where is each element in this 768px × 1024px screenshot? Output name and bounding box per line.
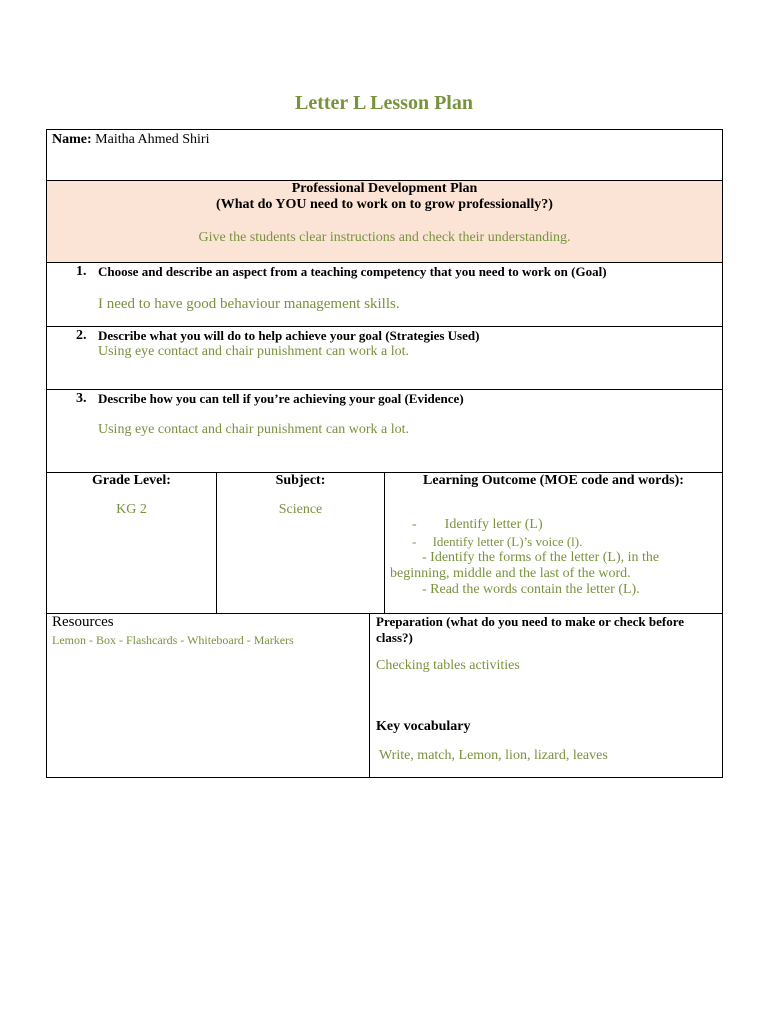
subject-label: Subject: — [275, 473, 326, 488]
strategies-answer: Using eye contact and chair punishment can work a lot. — [98, 344, 410, 359]
goal-answer: I need to have good behaviour management skills. — [98, 296, 400, 312]
outcome-item: - Read the words contain the letter (L). — [422, 582, 640, 597]
name-value: Maitha Ahmed Shiri — [95, 132, 210, 147]
name-row — [46, 129, 723, 181]
learning-outcome-cell — [384, 472, 723, 614]
goal-number: 1. — [76, 264, 87, 279]
strategies-question: Describe what you will do to help achieve your goal (Strategies Used) — [98, 328, 480, 343]
name-label: Name: — [52, 132, 92, 147]
evidence-question: Describe how you can tell if you’re achieving your goal (Evidence) — [98, 391, 464, 406]
grade-level-value: KG 2 — [116, 502, 147, 517]
preparation-label-line2: class?) — [376, 630, 413, 645]
goal-row — [46, 262, 723, 327]
preparation-value: Checking tables activities — [376, 658, 520, 673]
key-vocabulary-label: Key vocabulary — [376, 719, 471, 734]
resources-label: Resources — [52, 614, 114, 630]
outcome-item: - Identify letter (L)’s voice (l). — [412, 534, 583, 549]
outcome-item: - Identify letter (L) — [412, 517, 543, 532]
evidence-number: 3. — [76, 391, 87, 406]
pdp-subheading: (What do YOU need to work on to grow professionally?) — [216, 197, 553, 212]
document-title: Letter L Lesson Plan — [295, 92, 473, 114]
evidence-row — [46, 389, 723, 473]
learning-outcome-label: Learning Outcome (MOE code and words): — [423, 473, 684, 488]
preparation-cell — [369, 613, 723, 778]
pdp-answer: Give the students clear instructions and check their understanding. — [198, 230, 571, 245]
resources-cell — [46, 613, 370, 778]
subject-cell — [216, 472, 385, 614]
goal-question: Choose and describe an aspect from a teaching competency that you need to work on (Goal) — [98, 264, 607, 279]
grade-level-cell — [46, 472, 217, 614]
outcome-item: - Identify the forms of the letter (L), in the — [422, 550, 660, 565]
resources-value: Lemon - Box - Flashcards - Whiteboard - Markers — [52, 633, 294, 647]
strategies-row — [46, 326, 723, 390]
preparation-label-line1: Preparation (what do you need to make or check before — [376, 614, 685, 629]
pdp-row — [46, 180, 723, 263]
key-vocabulary-value: Write, match, Lemon, lion, lizard, leaves — [379, 748, 608, 763]
name-field — [52, 132, 209, 148]
pdp-heading: Professional Development Plan — [291, 181, 478, 196]
strategies-number: 2. — [76, 328, 87, 343]
grade-level-label: Grade Level: — [92, 473, 171, 488]
outcome-item: beginning, middle and the last of the word. — [390, 566, 631, 581]
evidence-answer: Using eye contact and chair punishment can work a lot. — [98, 422, 410, 437]
subject-value: Science — [278, 502, 323, 517]
